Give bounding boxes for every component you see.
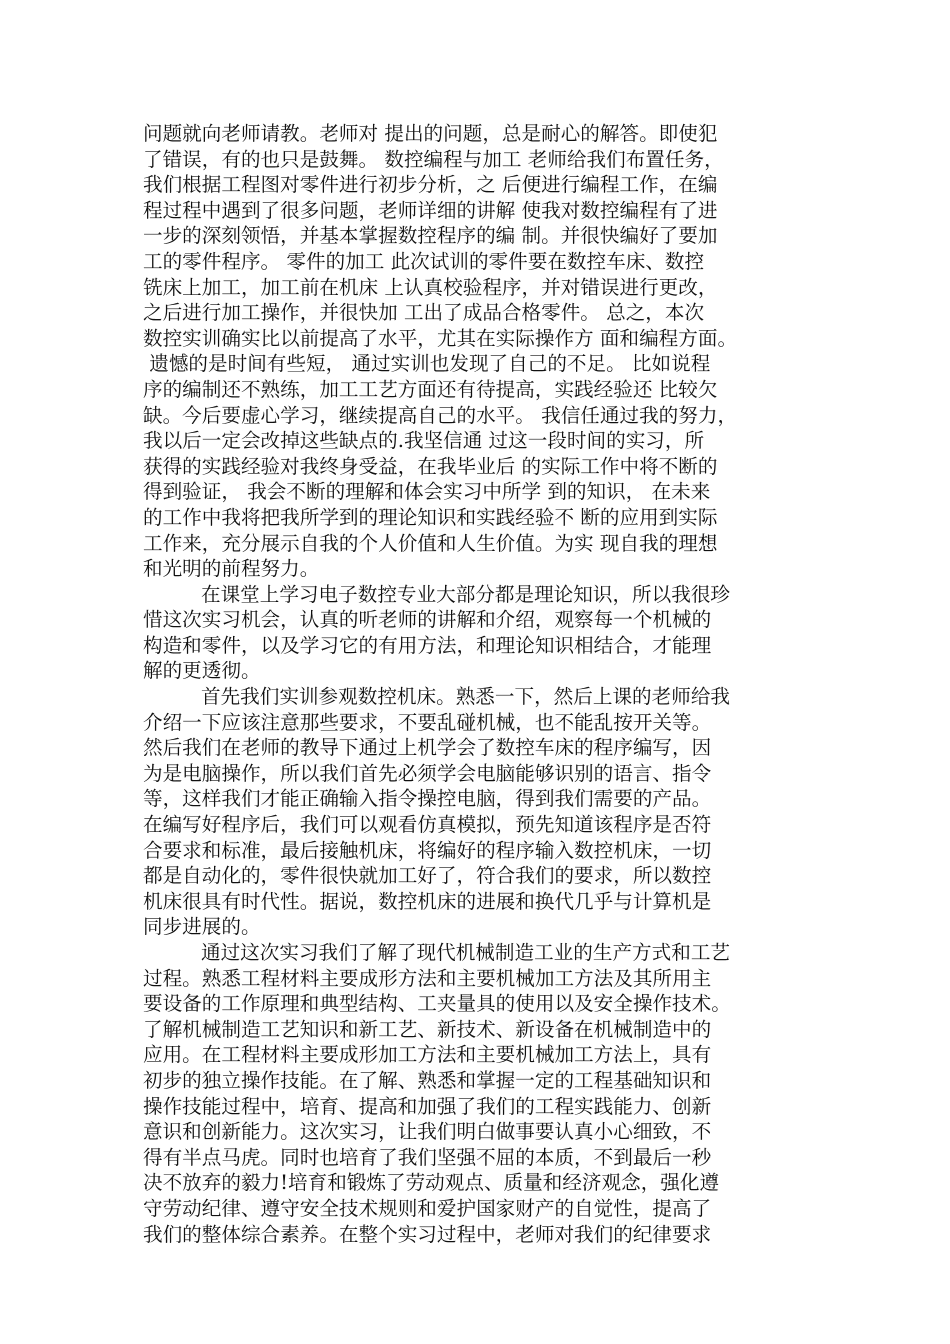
paragraph-first-line: 通过这次实习我们了解了现代机械制造工业的生产方式和工艺: [201, 941, 731, 964]
text-line: 工作来，充分展示自我的个人价值和人生价值。为实 现自我的理想: [143, 531, 718, 555]
text-line: 得到验证， 我会不断的理解和体会实习中所学 到的知识， 在未来: [143, 480, 711, 504]
text-line: 操作技能过程中，培育、提高和加强了我们的工程实践能力、创新: [143, 1094, 712, 1118]
document-body: [143, 121, 809, 1247]
text-line: 我以后一定会改掉这些缺点的.我坚信通 过这一段时间的实习，所: [143, 429, 705, 453]
text-line: 构造和零件，以及学习它的有用方法，和理论知识相结合，才能理: [143, 633, 712, 657]
text-line: 数控实训确实比以前提高了水平，尤其在实际操作方 面和编程方面。: [143, 326, 738, 350]
text-line: 惜这次实习机会，认真的听老师的讲解和介绍，观察每一个机械的: [143, 608, 712, 632]
text-line: 都是自动化的，零件很快就加工好了，符合我们的要求，所以数控: [143, 864, 712, 888]
text-line: 问题就向老师请教。老师对 提出的问题，总是耐心的解答。即使犯: [143, 122, 718, 145]
text-line: 守劳动纪律、遵守安全技术规则和爱护国家财产的自觉性，提高了: [143, 1196, 712, 1220]
text-line: 工的零件程序。 零件的加工 此次试训的零件要在数控车床、数控: [143, 249, 705, 273]
paragraph-first-line: 首先我们实训参观数控机床。熟悉一下，然后上课的老师给我: [201, 685, 731, 709]
text-line: 的工作中我将把我所学到的理论知识和实践经验不 断的应用到实际: [143, 505, 718, 529]
text-line: 介绍一下应该注意那些要求，不要乱碰机械，也不能乱按开关等。: [143, 710, 712, 734]
text-line: 一步的深刻领悟，并基本掌握数控程序的编 制。并很快编好了要加: [143, 224, 718, 248]
text-line: 程过程中遇到了很多问题，老师详细的讲解 使我对数控编程有了进: [143, 198, 718, 222]
text-line: 我们根据工程图对零件进行初步分析，之 后便进行编程工作，在编: [143, 173, 718, 197]
text-line: 然后我们在老师的教导下通过上机学会了数控车床的程序编写，因: [143, 736, 712, 760]
text-line: 解的更透彻。: [143, 659, 261, 683]
text-line: 决不放弃的毅力!培育和锻炼了劳动观点、质量和经济观念，强化遵: [143, 1171, 720, 1195]
text-line: 要设备的工作原理和典型结构、工夹量具的使用以及安全操作技术。: [143, 992, 731, 1016]
text-line: 为是电脑操作，所以我们首先必须学会电脑能够识别的语言、指令: [143, 761, 712, 785]
paragraph-first-line: 在课堂上学习电子数控专业大部分都是理论知识，所以我很珍: [201, 582, 731, 606]
text-line: 了错误，有的也只是鼓舞。 数控编程与加工 老师给我们布置任务，: [143, 147, 724, 171]
text-line: 同步进展的。: [143, 915, 261, 939]
text-line: 之后进行加工操作，并很快加 工出了成品合格零件。 总之，本次: [143, 301, 705, 325]
text-line: 序的编制还不熟练，加工工艺方面还有待提高，实践经验还 比较欠: [143, 377, 718, 401]
text-line: 我们的整体综合素养。在整个实习过程中，老师对我们的纪律要求: [143, 1222, 712, 1246]
text-line: 应用。在工程材料主要成形加工方法和主要机械加工方法上，具有: [143, 1043, 712, 1067]
text-line: 了解机械制造工艺知识和新工艺、新技术、新设备在机械制造中的: [143, 1017, 712, 1041]
text-line: 初步的独立操作技能。在了解、熟悉和掌握一定的工程基础知识和: [143, 1068, 712, 1092]
text-line: 等，这样我们才能正确输入指令操控电脑，得到我们需要的产品。: [143, 787, 712, 811]
text-line: 意识和创新能力。这次实习，让我们明白做事要认真小心细致，不: [143, 1120, 712, 1144]
text-line: 遗憾的是时间有些短， 通过实训也发现了自己的不足。 比如说程: [143, 352, 711, 376]
text-line: 在编写好程序后，我们可以观看仿真模拟，预先知道该程序是否符: [143, 813, 712, 837]
text-line: 过程。熟悉工程材料主要成形方法和主要机械加工方法及其所用主: [143, 966, 712, 990]
text-line: 缺。今后要虚心学习，继续提高自己的水平。 我信任通过我的努力，: [143, 403, 738, 427]
text-line: 和光明的前程努力。: [143, 557, 320, 581]
text-line: 铣床上加工，加工前在机床 上认真校验程序，并对错误进行更改，: [143, 275, 718, 299]
text-line: 获得的实践经验对我终身受益，在我毕业后 的实际工作中将不断的: [143, 454, 718, 478]
text-line: 机床很具有时代性。据说，数控机床的进展和换代几乎与计算机是: [143, 889, 712, 913]
text-line: 得有半点马虎。同时也培育了我们坚强不屈的本质，不到最后一秒: [143, 1145, 712, 1169]
text-line: 合要求和标准，最后接触机床，将编好的程序输入数控机床，一切: [143, 838, 712, 862]
